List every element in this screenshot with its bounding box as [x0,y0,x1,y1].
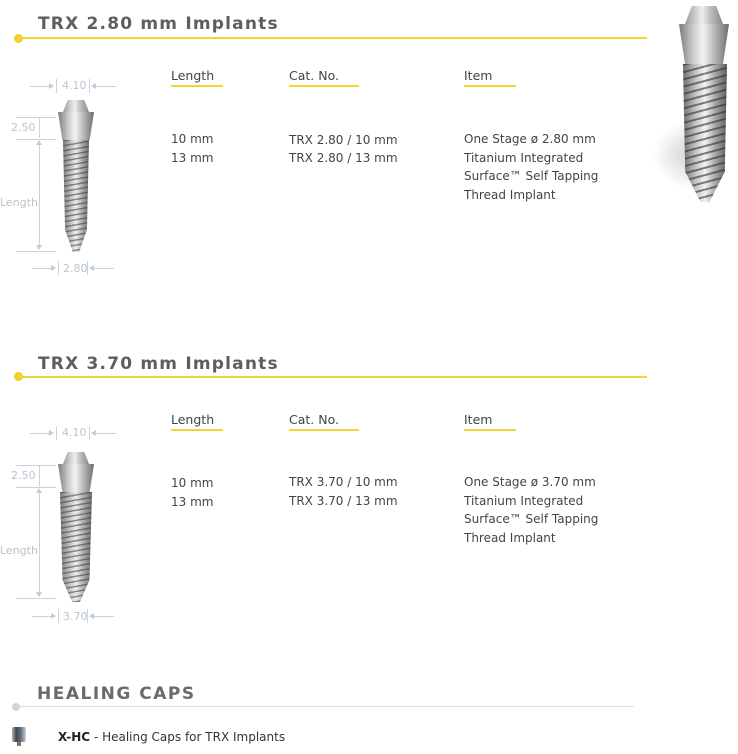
dimension-top-width: 4.10 [62,79,87,92]
dimension-line [32,268,52,269]
dimension-line [96,86,116,87]
dimension-top-width: 4.10 [62,426,87,439]
dimension-line [39,145,40,245]
arrow-right-icon [49,430,54,436]
dimension-line [16,251,56,252]
dimension-collar-height: 2.50 [11,121,36,134]
dimension-collar-height: 2.50 [11,469,36,482]
table-cell-length: 10 mm [171,476,214,490]
dimension-line [30,433,50,434]
item-description-line: One Stage ø 3.70 mm [464,475,596,489]
column-label: Item [464,68,493,83]
dimension-line [16,465,56,466]
item-description-line: One Stage ø 2.80 mm [464,132,596,146]
healing-cap-icon [12,727,26,746]
header-underline [464,429,516,431]
implant-collar [58,464,94,492]
item-description-line: Thread Implant [464,531,556,545]
item-description-line: Titanium Integrated [464,151,584,165]
item-separator: - [90,730,103,744]
dimension-line [94,268,114,269]
dimension-tick [89,426,90,440]
dimension-line [39,493,40,592]
item-description-line: Surface™ Self Tapping [464,169,599,183]
dimension-tick [58,261,59,275]
healing-cap-stem [17,742,21,746]
section-divider [16,706,634,707]
arrow-down-icon [36,245,42,250]
table-cell-length: 10 mm [171,132,214,146]
dimension-line [16,598,56,599]
dimension-tick [56,79,57,93]
arrow-right-icon [51,265,56,271]
dimension-length: Length [0,544,38,557]
bullet-dot [12,703,20,711]
implant-thread [60,492,92,602]
dimension-tick [89,79,90,93]
arrow-right-icon [49,83,54,89]
implant-thread [63,140,89,252]
dimension-tick [56,426,57,440]
dimension-line [39,118,40,138]
table-cell-length: 13 mm [171,495,214,509]
column-label: Cat. No. [289,68,339,83]
column-label: Length [171,68,215,83]
dimension-bottom-width: 2.80 [63,262,88,275]
column-header-cat-no [289,412,359,431]
header-underline [289,429,359,431]
column-header-item [464,412,516,431]
table-cell-cat-no: TRX 2.80 / 10 mm [289,133,398,147]
section-title: HEALING CAPS [37,684,196,704]
section-divider [18,376,647,378]
item-description-line: Titanium Integrated [464,494,584,508]
item-description: Healing Caps for TRX Implants [102,730,286,744]
healing-caps-item[interactable] [58,730,285,744]
table-cell-cat-no: TRX 2.80 / 13 mm [289,151,398,165]
item-description-line: Thread Implant [464,188,556,202]
item-description-line: Surface™ Self Tapping [464,512,599,526]
section-title: TRX 2.80 mm Implants [38,14,279,34]
column-header-length [171,68,223,87]
dimension-length: Length [0,196,38,209]
dimension-bottom-width: 3.70 [63,610,88,623]
dimension-line [30,86,50,87]
dimension-line [94,616,114,617]
dimension-tick [58,609,59,623]
section-divider [18,37,647,39]
implant-collar [679,24,729,64]
dimension-line [32,616,52,617]
column-label: Cat. No. [289,412,339,427]
section-title: TRX 3.70 mm Implants [38,354,279,374]
column-label: Item [464,412,493,427]
header-underline [171,429,223,431]
header-underline [171,85,223,87]
dimension-tick [87,609,88,623]
dimension-line [39,466,40,486]
implant-cap [63,100,89,112]
arrow-down-icon [36,592,42,597]
arrow-right-icon [51,613,56,619]
implant-cap [63,452,89,464]
implant-collar [58,112,94,140]
header-underline [289,85,359,87]
table-cell-cat-no: TRX 3.70 / 10 mm [289,475,398,489]
column-label: Length [171,412,215,427]
item-code: X-HC [58,730,91,744]
table-cell-cat-no: TRX 3.70 / 13 mm [289,494,398,508]
column-header-length [171,412,223,431]
healing-cap-body [12,727,26,742]
column-header-item [464,68,516,87]
dimension-line [96,433,116,434]
implant-cap [685,6,723,24]
table-cell-length: 13 mm [171,151,214,165]
dimension-tick [87,261,88,275]
column-header-cat-no [289,68,359,87]
dimension-line [16,117,56,118]
header-underline [464,85,516,87]
